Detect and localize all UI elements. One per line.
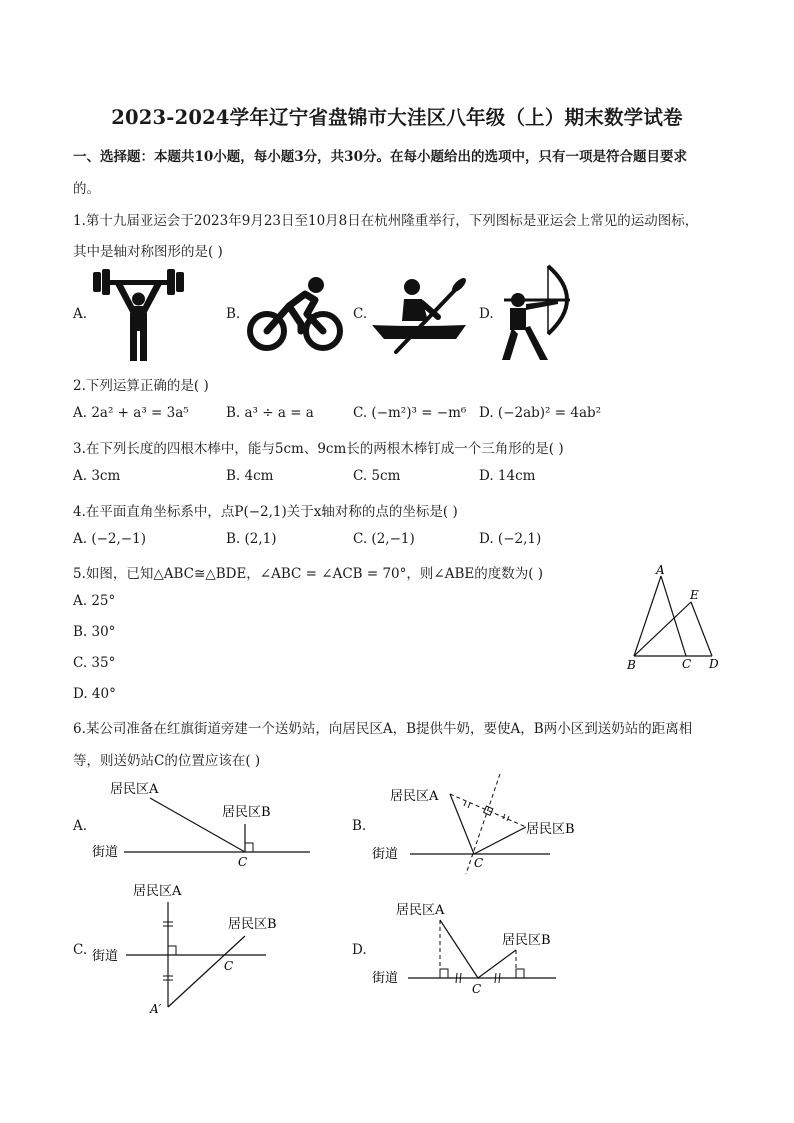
q2-option-c: C. (−m²)³ = −m⁶ [353, 405, 467, 421]
q3-option-c: C. 5cm [353, 468, 401, 484]
q6c-point-c: C [224, 959, 234, 973]
q1-stem-line1: 1.第十九届亚运会于2023年9月23日至10月8日在杭州隆重举行，下列图标是亚运会上常见的运动图标， [73, 213, 699, 229]
q6d-point-c: C [472, 982, 482, 996]
q6c-resident-b-label: 居民区B [228, 917, 277, 932]
q3-stem: 3.在下列长度的四根木棒中，能与5cm、9cm长的两根木棒钉成一个三角形的是( ) [73, 441, 564, 457]
section-header-line2: 的。 [73, 181, 100, 197]
q5-label-d: D [709, 657, 719, 671]
q5-label-c: C [682, 657, 692, 671]
q6a-street-label: 街道 [92, 845, 119, 860]
q5-label-a: A [656, 563, 665, 577]
q6a-resident-a-label: 居民区A [110, 782, 159, 797]
q6a-point-c: C [238, 855, 248, 869]
q1-option-d-label: D. [479, 306, 494, 322]
q2-option-b: B. a³ ÷ a = a [226, 405, 314, 421]
q6b-street-label: 街道 [372, 847, 399, 862]
q6-figure-d [368, 898, 568, 1003]
q6d-resident-b-label: 居民区B [502, 933, 551, 948]
q6d-street-label: 街道 [372, 971, 399, 986]
q5-triangle-figure [620, 560, 730, 675]
q6-option-b-label: B. [352, 818, 367, 834]
q6-option-d-label: D. [352, 942, 367, 958]
q5-stem: 5.如图，已知△ABC≅△BDE，∠ABC = ∠ACB = 70°，则∠ABE的度数为( ) [73, 566, 544, 582]
q3-option-b: B. 4cm [226, 468, 274, 484]
q6b-resident-b-label: 居民区B [526, 822, 575, 837]
q6-stem-line1: 6.某公司准备在红旗街道旁建一个送奶站，向居民区A，B提供牛奶，要使A，B两小区到送奶站的距离相 [73, 721, 693, 737]
archery-icon [496, 264, 574, 362]
q6-option-a-label: A. [73, 818, 88, 834]
q6-option-c-label: C. [73, 942, 88, 958]
q3-option-a: A. 3cm [73, 468, 121, 484]
q6-figure-c [88, 880, 298, 1020]
q5-option-c: C. 35° [73, 655, 116, 671]
q4-option-b: B. (2,1) [226, 531, 277, 547]
q2-stem: 2.下列运算正确的是( ) [73, 378, 209, 394]
q6a-resident-b-label: 居民区B [222, 805, 271, 820]
q6c-point-a-prime: A′ [150, 1002, 162, 1016]
q6-stem-line2: 等，则送奶站C的位置应该在( ) [73, 753, 261, 769]
q4-stem: 4.在平面直角坐标系中，点P(−2,1)关于x轴对称的点的坐标是( ) [73, 504, 458, 520]
q5-option-d: D. 40° [73, 686, 116, 702]
q6-figure-b [368, 770, 575, 880]
q2-option-a: A. 2a² + a³ = 3a⁵ [73, 405, 189, 421]
canoeing-icon [370, 277, 470, 357]
q6c-resident-a-label: 居民区A [133, 884, 182, 899]
q5-option-b: B. 30° [73, 624, 116, 640]
q1-option-a-label: A. [73, 306, 88, 322]
q5-label-e: E [690, 588, 699, 602]
cycling-icon [245, 274, 345, 354]
section-header-line1: 一、选择题：本题共10小题，每小题3分，共30分。在每小题给出的选项中，只有一项是符合题目要求 [73, 149, 687, 165]
q4-option-d: D. (−2,1) [479, 531, 542, 547]
q3-option-d: D. 14cm [479, 468, 536, 484]
q6b-resident-a-label: 居民区A [390, 789, 439, 804]
q6-figure-a [88, 778, 318, 873]
q5-option-a: A. 25° [73, 593, 116, 609]
q1-option-b-label: B. [226, 306, 241, 322]
q1-option-c-label: C. [353, 306, 368, 322]
q6d-resident-a-label: 居民区A [396, 903, 445, 918]
q6c-street-label: 街道 [92, 949, 119, 964]
q1-stem-line2: 其中是轴对称图形的是( ) [73, 244, 223, 260]
page-title: 2023-2024学年辽宁省盘锦市大洼区八年级（上）期末数学试卷 [111, 106, 683, 129]
q6b-point-c: C [474, 856, 484, 870]
q4-option-c: C. (2,−1) [353, 531, 415, 547]
q5-label-b: B [627, 658, 636, 672]
q4-option-a: A. (−2,−1) [73, 531, 146, 547]
weightlifting-icon [91, 266, 186, 361]
q2-option-d: D. (−2ab)² = 4ab² [479, 405, 602, 421]
